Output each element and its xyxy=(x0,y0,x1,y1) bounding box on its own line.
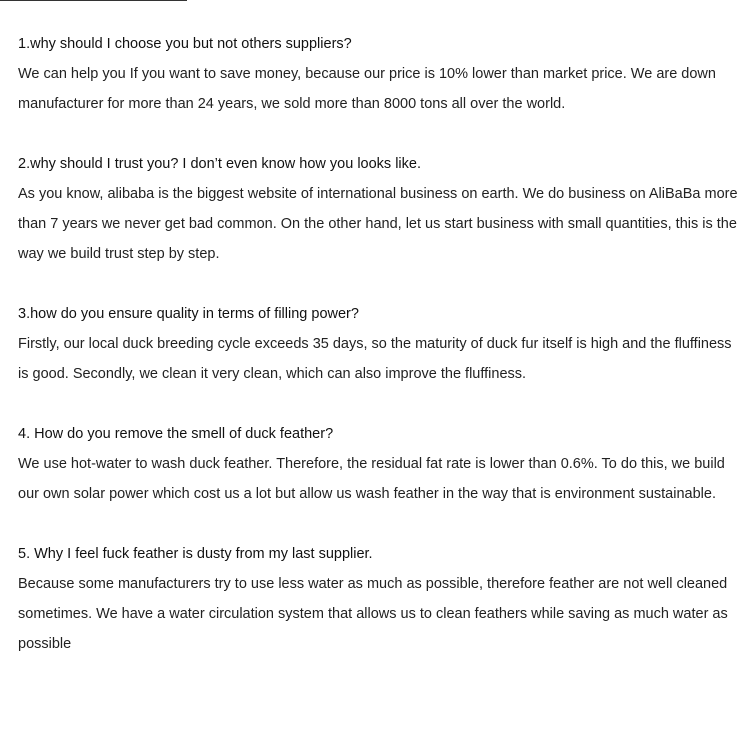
faq-question: 5. Why I feel fuck feather is dusty from my last supplier. xyxy=(18,546,373,562)
faq-answer: We use hot-water to wash duck feather. Therefore, the residual fat rate is lower than 0.6%. To do this, we build our own solar power which cost us a lot but allow us wash feather in the way that is environment sustainable. xyxy=(18,456,725,502)
faq-item-2 xyxy=(18,149,744,269)
faq-answer: We can help you If you want to save money, because our price is 10% lower than market price. We are down manufacturer for more than 24 years, we sold more than 8000 tons all over the world. xyxy=(18,66,716,112)
faq-answer: Because some manufacturers try to use less water as much as possible, therefore feather are not well cleaned sometimes. We have a water circulation system that allows us to clean feathers while saving as much water as possible xyxy=(18,576,728,652)
faq-item-5 xyxy=(18,539,744,659)
faq-list xyxy=(18,29,744,689)
faq-answer: As you know, alibaba is the biggest website of international business on earth. We do business on AliBaBa more than 7 years we never get bad common. On the other hand, let us start business with small quantities, this is the way we build trust step by step. xyxy=(18,186,738,262)
faq-question: 3.how do you ensure quality in terms of filling power? xyxy=(18,306,359,322)
faq-question: 1.why should I choose you but not others suppliers? xyxy=(18,36,352,52)
faq-answer: Firstly, our local duck breeding cycle exceeds 35 days, so the maturity of duck fur itself is high and the fluffiness is good. Secondly, we clean it very clean, which can also improve the fluffiness. xyxy=(18,336,732,382)
faq-question: 4. How do you remove the smell of duck feather? xyxy=(18,426,334,442)
faq-item-4 xyxy=(18,419,744,509)
faq-item-3 xyxy=(18,299,744,389)
top-divider xyxy=(0,0,187,1)
faq-item-1 xyxy=(18,29,744,119)
faq-question: 2.why should I trust you? I don’t even know how you looks like. xyxy=(18,156,421,172)
